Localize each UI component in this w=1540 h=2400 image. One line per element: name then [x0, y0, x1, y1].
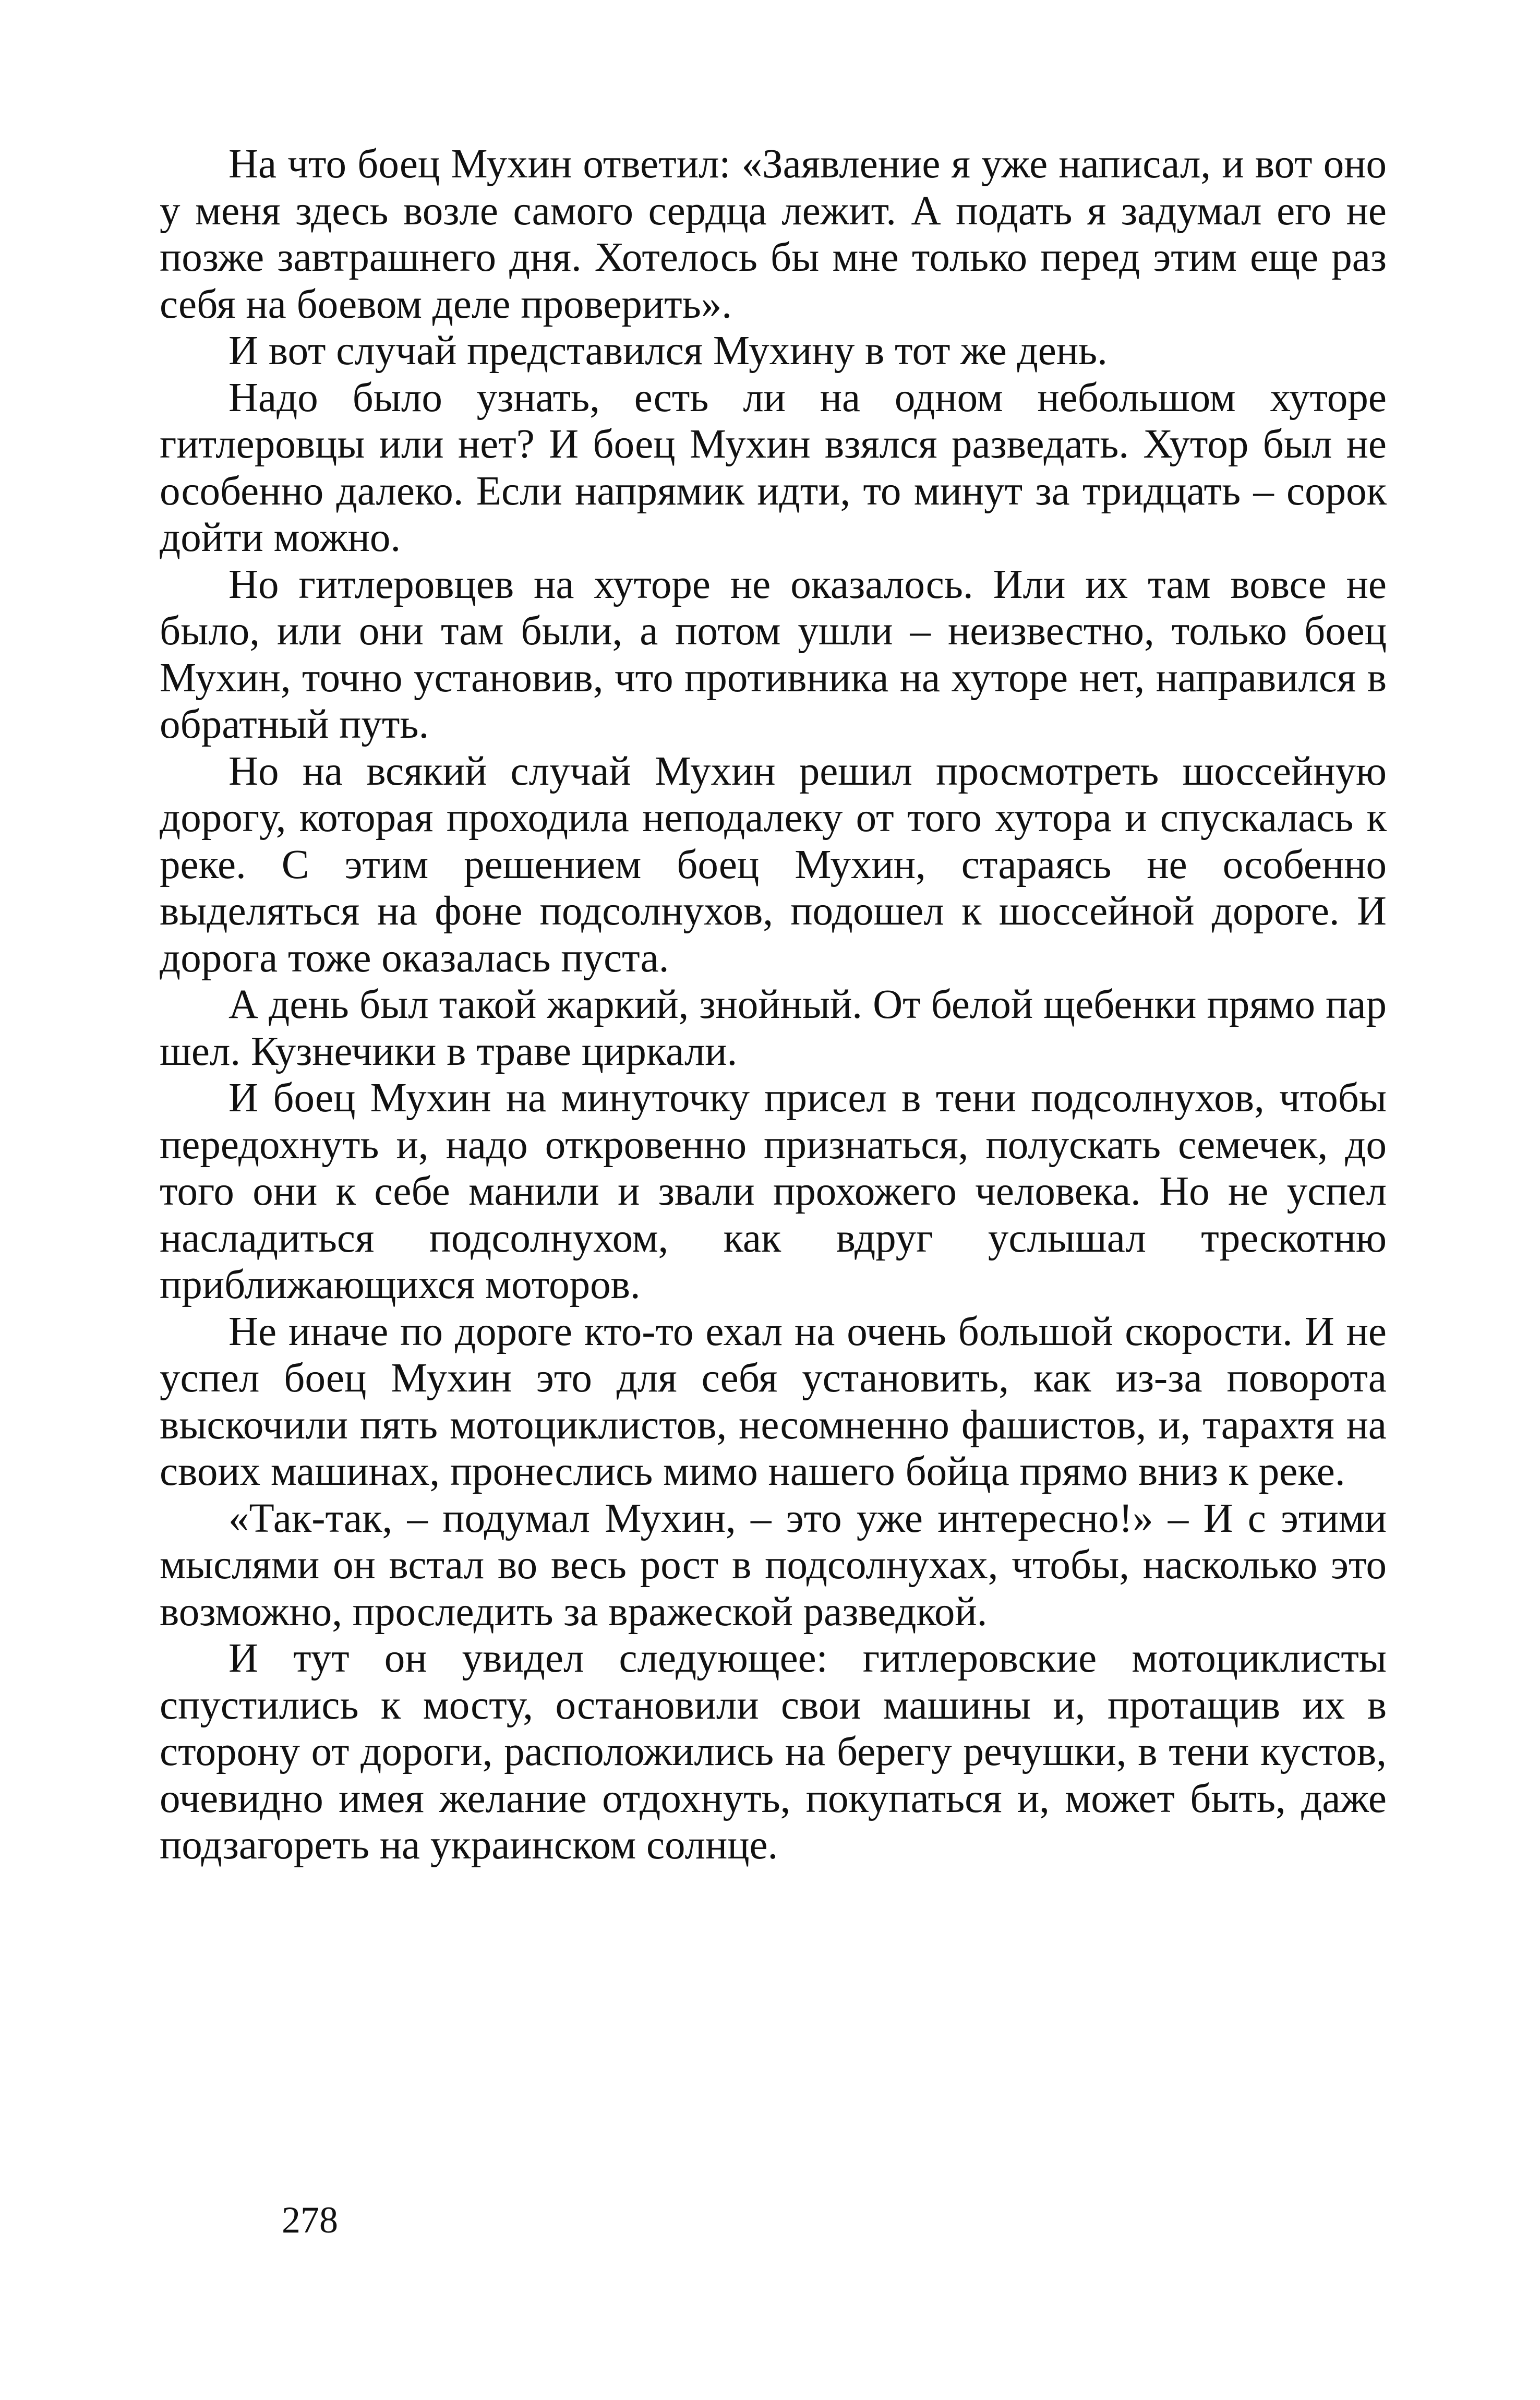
paragraph: И вот случай представился Мухину в тот же день. [228, 328, 1108, 374]
paragraph: Но гитлеровцев на хуторе не оказалось. Или их там вовсе не было, или они там были, а потом ушли – неизвестно, только боец Мухин, точно установив, что противника на хуторе нет, направился в обратный путь. [160, 561, 1387, 747]
paragraph: Надо было узнать, есть ли на одном небольшом хуторе гитлеровцы или нет? И боец Мухин взялся разведать. Хутор был не особенно далеко. Если напрямик идти, то минут за тридцать – сорок дойти можно. [160, 375, 1387, 560]
paragraph: И тут он увидел следующее: гитлеровские мотоциклисты спустились к мосту, остановили свои машины и, протащив их в сторону от дороги, расположились на берегу речушки, в тени кустов, очевидно имея желание отдохнуть, покупаться и, может быть, даже подзагореть на украинском солнце. [160, 1636, 1387, 1868]
book-page-text [160, 141, 1387, 2332]
page-number: 278 [282, 2199, 338, 2241]
paragraph: И боец Мухин на минуточку присел в тени подсолнухов, чтобы передохнуть и, надо откровенно признаться, полускать семечек, до того они к себе манили и звали прохожего человека. Но не успел насладиться подсолнухом, как вдруг услышал трескотню приближающихся моторов. [160, 1075, 1387, 1307]
paragraph: Но на всякий случай Мухин решил просмотреть шоссейную дорогу, которая проходила неподалеку от того хутора и спускалась к реке. С этим решением боец Мухин, стараясь не особенно выделяться на фоне подсолнухов, подошел к шоссейной дороге. И дорога тоже оказалась пуста. [160, 748, 1387, 981]
paragraph: «Так-так, – подумал Мухин, – это уже интересно!» – И с этими мыслями он встал во весь рост в подсолнухах, чтобы, насколько это возможно, проследить за вражеской разведкой. [160, 1495, 1387, 1635]
paragraph: А день был такой жаркий, знойный. От белой щебенки прямо пар шел. Кузнечики в траве циркали. [160, 982, 1387, 1074]
paragraph: На что боец Мухин ответил: «Заявление я уже написал, и вот оно у меня здесь возле самого сердца лежит. А подать я задумал его не позже завтрашнего дня. Хотелось бы мне только перед этим еще раз себя на боевом деле проверить». [160, 141, 1387, 327]
paragraph: Не иначе по дороге кто-то ехал на очень большой скорости. И не успел боец Мухин это для себя установить, как из-за поворота выскочили пять мотоциклистов, несомненно фашистов, и, тарахтя на своих машинах, пронеслись мимо нашего бойца прямо вниз к реке. [160, 1309, 1387, 1494]
